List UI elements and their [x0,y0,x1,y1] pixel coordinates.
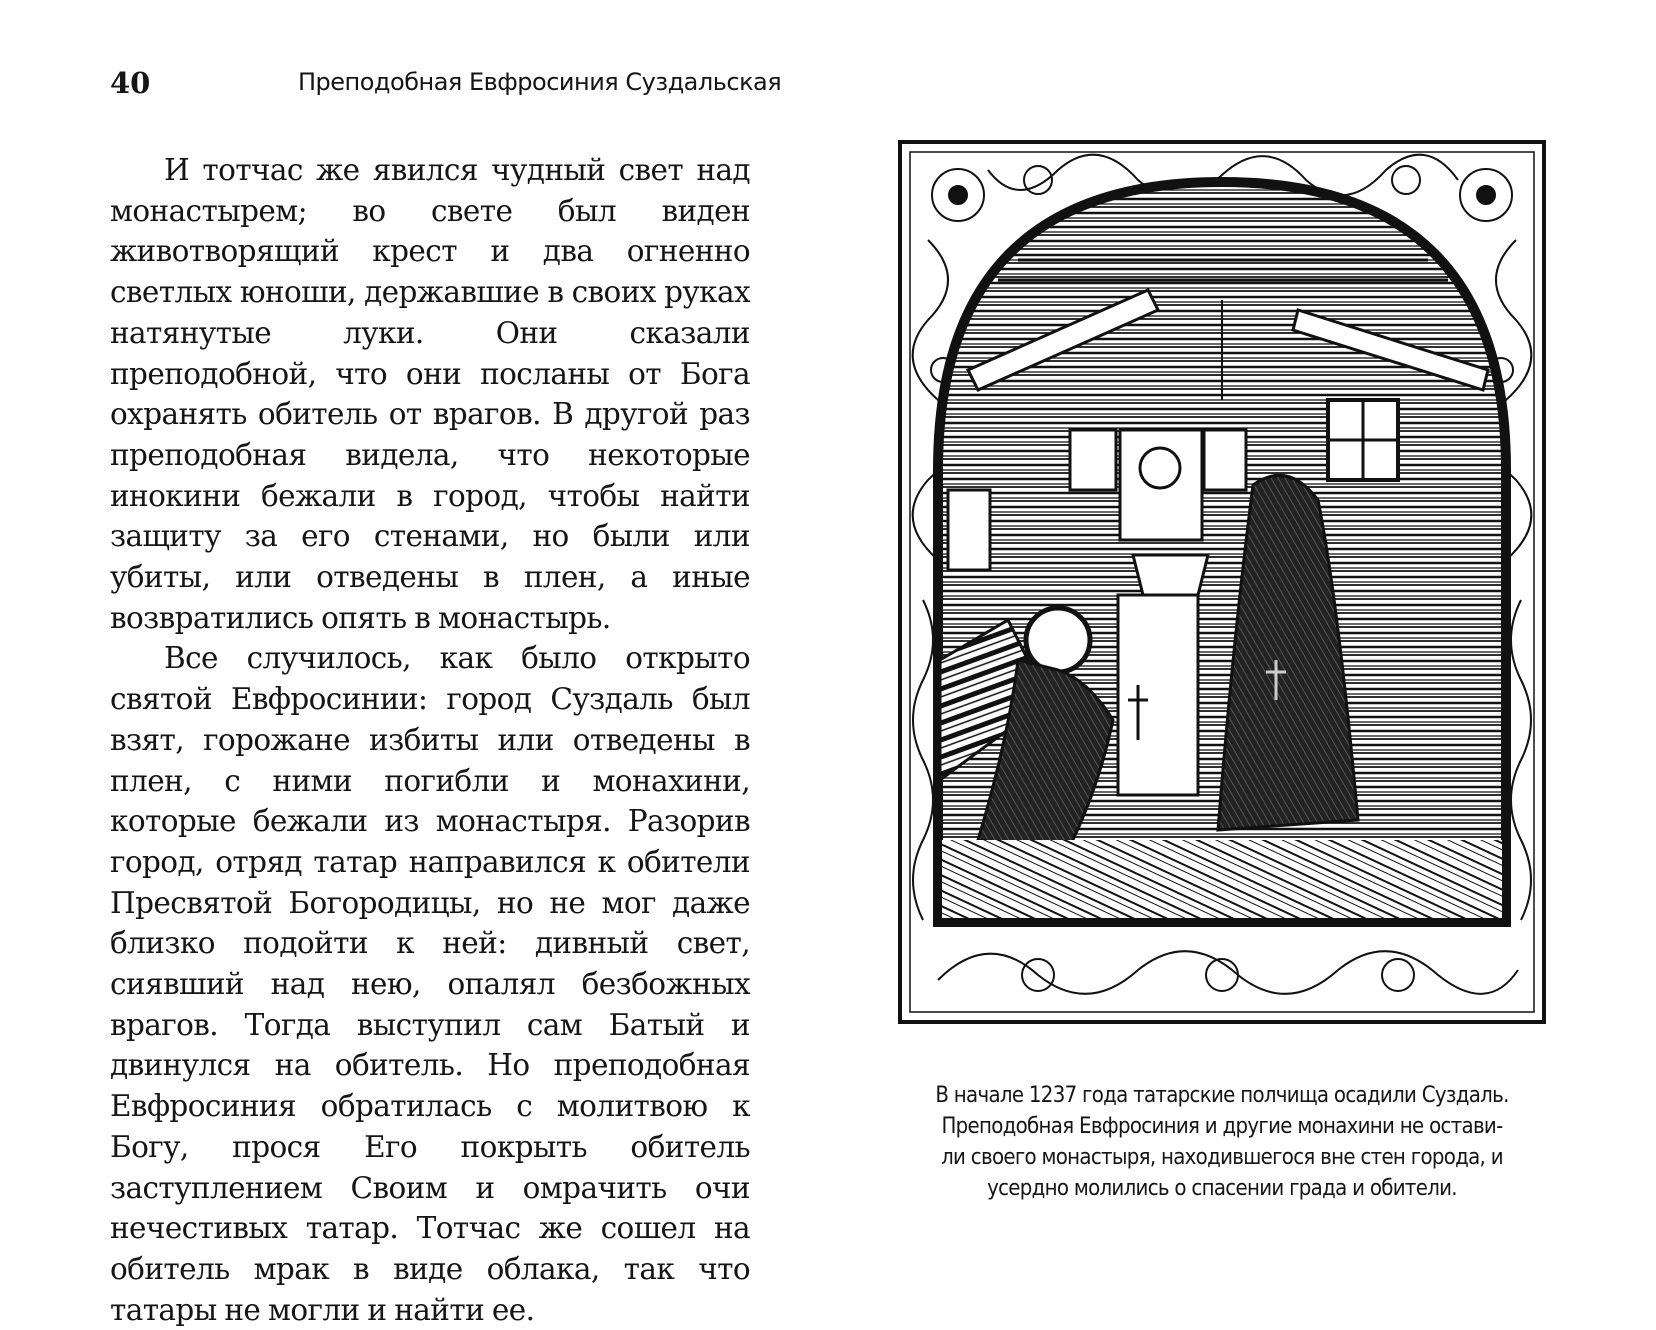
caption-line: Преподобная Евфросиния и другие монахини не остави- [941,1114,1503,1139]
page-number: 40 [110,66,151,100]
illustration [898,140,1546,1024]
paragraph: Все случилось, как было открыто святой Евфросинии: город Суздаль был взят, горожане избиты или отведены в плен, с ними погибли и монахини, которые бежали из монастыря. Разорив город, отряд татар направился к обители Пресвятой Богородицы, но не мог даже близко подойти к ней: дивный свет, сиявший над нею, опалял безбожных врагов. Тогда выступил сам Батый и двинулся на обитель. Но преподобная Евфросиния обратилась с молитвою к Богу, прося Его покрыть обитель заступлением Своим и омрачить очи нечестивых татар. Тотчас же сошел на обитель мрак в виде облака, так что татары не могли и найти ее. [110,641,750,1327]
running-head: Преподобная Евфросиния Суздальская [298,68,782,96]
caption-line: ли своего монастыря, находившегося вне стен города, и [941,1145,1503,1170]
engraving-illustration [898,140,1546,1024]
caption-line: В начале 1237 года татарские полчища осадили Суздаль. [935,1083,1509,1108]
paragraph: И тотчас же явился чудный свет над монастырем; во свете был виден животворящий крест и два огненно светлых юноши, державшие в своих руках натянутые луки. Они сказали преподобной, что они посланы от Бога охранять обитель от врагов. В другой раз преподобная видела, что некоторые инокини бежали в город, чтобы найти защиту за его стенами, но были или убиты, или отведены в плен, а иные возвратились опять в монастырь. [110,153,750,635]
body-text [110,150,750,1330]
figure-caption [886,1080,1558,1204]
caption-line: усердно молились о спасении града и обители. [987,1176,1457,1201]
